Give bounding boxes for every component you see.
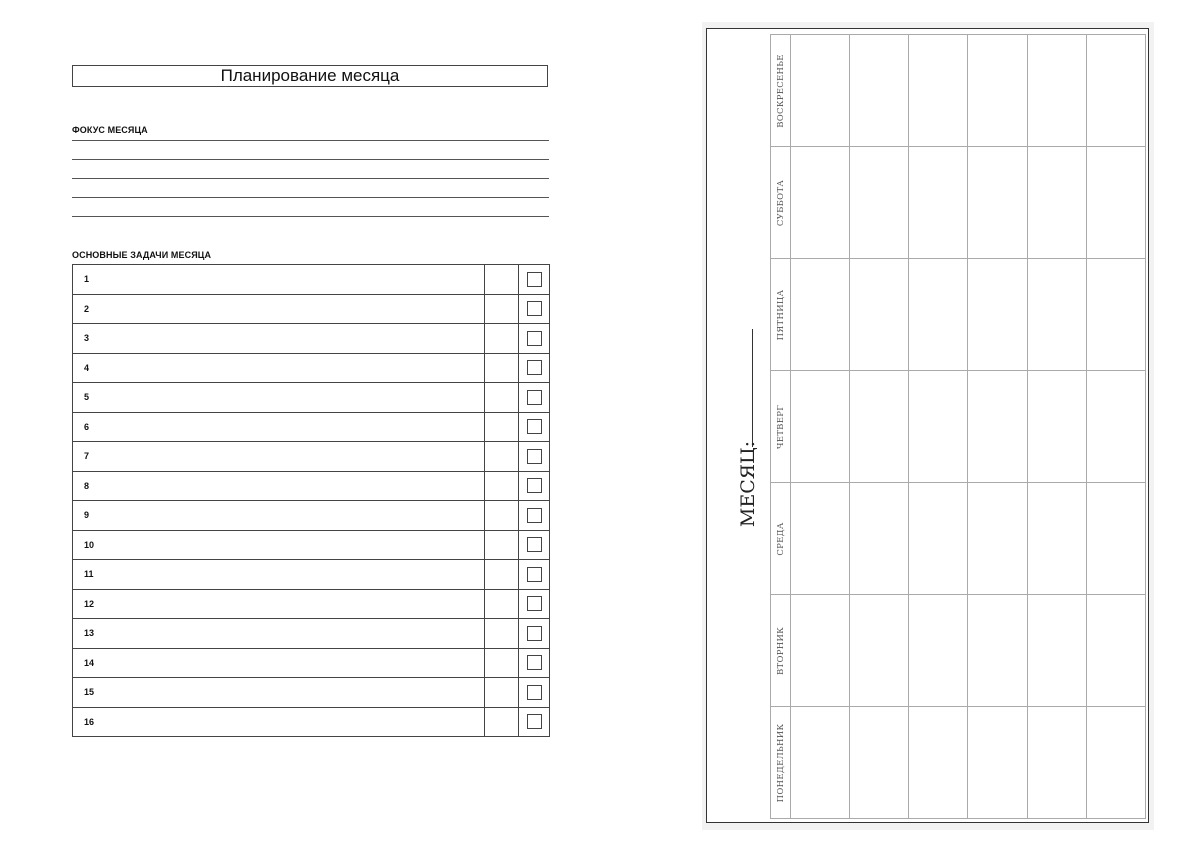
day-row	[771, 147, 1146, 259]
focus-line-4[interactable]	[72, 197, 549, 198]
task-row	[73, 707, 550, 737]
focus-line-2[interactable]	[72, 159, 549, 160]
task-text-cell[interactable]	[73, 678, 485, 708]
task-text-cell[interactable]	[73, 442, 485, 472]
task-check-cell	[519, 501, 550, 531]
day-label: ПОНЕДЕЛЬНИК	[775, 723, 786, 802]
tasks-section-label: ОСНОВНЫЕ ЗАДАЧИ МЕСЯЦА	[72, 250, 212, 260]
task-number: 15	[84, 687, 95, 698]
task-number: 12	[84, 598, 95, 609]
task-text-cell[interactable]	[73, 471, 485, 501]
day-label: СРЕДА	[775, 521, 786, 556]
task-row	[73, 530, 550, 560]
day-label-cell	[771, 371, 791, 483]
day-label: ВОСКРЕСЕНЬЕ	[775, 53, 786, 128]
task-row	[73, 471, 550, 501]
day-row	[771, 371, 1146, 483]
task-text-cell[interactable]	[73, 412, 485, 442]
day-cell[interactable]	[1086, 483, 1145, 595]
day-cell[interactable]	[850, 707, 909, 819]
task-number: 11	[84, 569, 94, 580]
task-row	[73, 648, 550, 678]
task-text-cell[interactable]	[73, 501, 485, 531]
task-check-cell	[519, 412, 550, 442]
task-checkbox[interactable]	[527, 714, 542, 729]
day-label: СУББОТА	[775, 179, 786, 226]
tasks-table	[72, 264, 550, 737]
day-cell[interactable]	[850, 35, 909, 147]
day-cell[interactable]	[850, 147, 909, 259]
day-cell[interactable]	[791, 707, 850, 819]
day-row	[771, 259, 1146, 371]
task-number: 3	[84, 333, 90, 344]
task-extra-cell[interactable]	[485, 619, 519, 649]
task-row	[73, 324, 550, 354]
month-label: МЕСЯЦ:	[737, 440, 759, 528]
task-checkbox[interactable]	[527, 537, 542, 552]
day-row	[771, 483, 1146, 595]
task-text-cell[interactable]	[73, 589, 485, 619]
day-cell[interactable]	[968, 147, 1027, 259]
day-cell[interactable]	[909, 707, 968, 819]
page-title: Планирование месяца	[72, 65, 548, 87]
task-checkbox[interactable]	[527, 596, 542, 611]
day-cell[interactable]	[791, 259, 850, 371]
day-cell[interactable]	[791, 371, 850, 483]
task-text-cell[interactable]	[73, 560, 485, 590]
focus-line-3[interactable]	[72, 178, 549, 179]
task-number: 1	[84, 274, 90, 285]
task-extra-cell[interactable]	[485, 471, 519, 501]
day-cell[interactable]	[850, 483, 909, 595]
task-row	[73, 412, 550, 442]
day-cell[interactable]	[791, 147, 850, 259]
task-extra-cell[interactable]	[485, 678, 519, 708]
task-extra-cell[interactable]	[485, 324, 519, 354]
day-cell[interactable]	[791, 35, 850, 147]
day-label-cell	[771, 483, 791, 595]
task-check-cell	[519, 619, 550, 649]
task-number: 9	[84, 510, 90, 521]
task-check-cell	[519, 442, 550, 472]
day-label-cell	[771, 147, 791, 259]
task-row	[73, 265, 550, 295]
task-check-cell	[519, 265, 550, 295]
day-cell[interactable]	[1086, 35, 1145, 147]
day-cell[interactable]	[791, 483, 850, 595]
day-cell[interactable]	[909, 371, 968, 483]
day-cell[interactable]	[968, 483, 1027, 595]
task-row	[73, 619, 550, 649]
task-row	[73, 678, 550, 708]
focus-line-5[interactable]	[72, 216, 549, 217]
task-text-cell[interactable]	[73, 353, 485, 383]
day-cell[interactable]	[1027, 259, 1086, 371]
task-check-cell	[519, 560, 550, 590]
day-cell[interactable]	[968, 707, 1027, 819]
focus-section-label: ФОКУС МЕСЯЦА	[72, 125, 148, 135]
task-checkbox[interactable]	[527, 360, 542, 375]
task-extra-cell[interactable]	[485, 560, 519, 590]
day-cell[interactable]	[1086, 147, 1145, 259]
task-checkbox[interactable]	[527, 655, 542, 670]
task-check-cell	[519, 471, 550, 501]
task-checkbox[interactable]	[527, 301, 542, 316]
task-checkbox[interactable]	[527, 567, 542, 582]
task-row	[73, 294, 550, 324]
task-number: 4	[84, 362, 90, 373]
task-extra-cell[interactable]	[485, 530, 519, 560]
day-cell[interactable]	[850, 259, 909, 371]
task-text-cell[interactable]	[73, 383, 485, 413]
task-check-cell	[519, 324, 550, 354]
day-label-cell	[771, 707, 791, 819]
task-extra-cell[interactable]	[485, 353, 519, 383]
day-label-cell	[771, 595, 791, 707]
week-grid	[770, 34, 1146, 819]
task-check-cell	[519, 353, 550, 383]
task-checkbox[interactable]	[527, 331, 542, 346]
task-row	[73, 383, 550, 413]
day-cell[interactable]	[909, 259, 968, 371]
task-extra-cell[interactable]	[485, 412, 519, 442]
task-check-cell	[519, 294, 550, 324]
day-row	[771, 707, 1146, 819]
task-check-cell	[519, 707, 550, 737]
day-cell[interactable]	[968, 259, 1027, 371]
task-extra-cell[interactable]	[485, 294, 519, 324]
day-label-cell	[771, 259, 791, 371]
day-cell[interactable]	[791, 595, 850, 707]
task-row	[73, 353, 550, 383]
day-cell[interactable]	[1027, 483, 1086, 595]
day-cell[interactable]	[1027, 35, 1086, 147]
day-label: ЧЕТВЕРГ	[775, 404, 786, 449]
day-cell[interactable]	[1027, 595, 1086, 707]
task-extra-cell[interactable]	[485, 501, 519, 531]
task-checkbox[interactable]	[527, 478, 542, 493]
week-frame	[706, 28, 1149, 823]
day-label: ПЯТНИЦА	[775, 289, 786, 340]
task-checkbox[interactable]	[527, 449, 542, 464]
day-cell[interactable]	[850, 371, 909, 483]
day-cell[interactable]	[1086, 259, 1145, 371]
task-row	[73, 501, 550, 531]
task-check-cell	[519, 678, 550, 708]
day-label: ВТОРНИК	[775, 626, 786, 675]
task-checkbox[interactable]	[527, 508, 542, 523]
task-checkbox[interactable]	[527, 419, 542, 434]
task-text-cell[interactable]	[73, 265, 485, 295]
task-number: 16	[84, 716, 95, 727]
task-checkbox[interactable]	[527, 626, 542, 641]
task-row	[73, 560, 550, 590]
day-cell[interactable]	[968, 371, 1027, 483]
month-write-line[interactable]	[752, 329, 753, 447]
task-number: 5	[84, 392, 90, 403]
task-extra-cell[interactable]	[485, 707, 519, 737]
task-extra-cell[interactable]	[485, 442, 519, 472]
task-number: 13	[84, 628, 95, 639]
day-cell[interactable]	[909, 595, 968, 707]
day-row	[771, 595, 1146, 707]
focus-line-1[interactable]	[72, 140, 549, 141]
day-cell[interactable]	[1027, 147, 1086, 259]
day-cell[interactable]	[850, 595, 909, 707]
task-checkbox[interactable]	[527, 272, 542, 287]
task-row	[73, 589, 550, 619]
task-extra-cell[interactable]	[485, 648, 519, 678]
task-check-cell	[519, 648, 550, 678]
task-extra-cell[interactable]	[485, 265, 519, 295]
task-text-cell[interactable]	[73, 324, 485, 354]
right-page	[702, 22, 1154, 830]
day-row	[771, 35, 1146, 147]
task-check-cell	[519, 383, 550, 413]
task-check-cell	[519, 530, 550, 560]
task-check-cell	[519, 589, 550, 619]
task-checkbox[interactable]	[527, 685, 542, 700]
task-checkbox[interactable]	[527, 390, 542, 405]
task-extra-cell[interactable]	[485, 383, 519, 413]
day-cell[interactable]	[1086, 371, 1145, 483]
task-text-cell[interactable]	[73, 707, 485, 737]
task-number: 7	[84, 451, 90, 462]
day-cell[interactable]	[1086, 707, 1145, 819]
day-cell[interactable]	[1086, 595, 1145, 707]
day-cell[interactable]	[1027, 371, 1086, 483]
task-number: 8	[84, 480, 90, 491]
task-extra-cell[interactable]	[485, 589, 519, 619]
day-cell[interactable]	[909, 483, 968, 595]
task-number: 6	[84, 421, 90, 432]
task-number: 10	[84, 539, 95, 550]
day-cell[interactable]	[968, 35, 1027, 147]
day-cell[interactable]	[1027, 707, 1086, 819]
day-cell[interactable]	[968, 595, 1027, 707]
day-label-cell	[771, 35, 791, 147]
task-text-cell[interactable]	[73, 294, 485, 324]
day-cell[interactable]	[909, 35, 968, 147]
task-number: 2	[84, 303, 90, 314]
day-cell[interactable]	[909, 147, 968, 259]
task-text-cell[interactable]	[73, 619, 485, 649]
task-text-cell[interactable]	[73, 530, 485, 560]
task-number: 14	[84, 657, 95, 668]
task-row	[73, 442, 550, 472]
task-text-cell[interactable]	[73, 648, 485, 678]
